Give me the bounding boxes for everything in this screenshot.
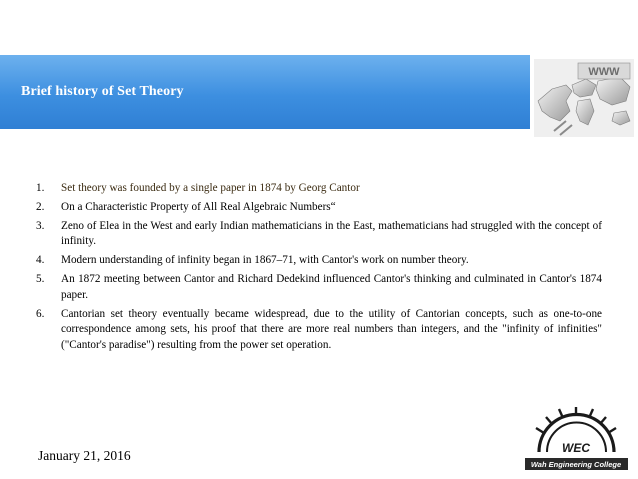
item-number: 4.: [36, 254, 45, 267]
item-text: An 1872 meeting between Cantor and Richard Dedekind influenced Cantor's thinking and culminated in Cantor's 1874 paper.: [61, 272, 602, 301]
item-text: Zeno of Elea in the West and early Indian mathematicians in the East, mathematicians had struggled with the concept of infinity.: [61, 219, 602, 248]
item-text: Modern understanding of infinity began in 1867–71, with Cantor's work on number theory.: [61, 254, 469, 267]
item-text: On a Characteristic Property of All Real Algebraic Numbers“: [61, 200, 336, 213]
list-item: [36, 272, 602, 304]
svg-text:WWW: WWW: [588, 66, 620, 78]
item-number: 6.: [36, 307, 45, 320]
list-item: [36, 181, 602, 197]
globe-www-icon: [532, 55, 636, 141]
item-text: Cantorian set theory eventually became widespread, due to the utility of Cantorian concepts, such as one-to-one correspondence among sets, his proof that there are more real numbers than integers, and the "infinity of infinities" ("Cantor's paradise") resulting from the power set operation.: [61, 307, 602, 352]
slide-date: January 21, 2016: [38, 448, 131, 463]
history-list: [36, 181, 602, 357]
item-text: Set theory was founded by a single paper in 1874 by Georg Cantor: [61, 182, 360, 194]
item-number: 2.: [36, 200, 45, 213]
item-number: 3.: [36, 219, 45, 232]
list-item: [36, 253, 602, 269]
list-item: [36, 200, 602, 216]
svg-text:WEC: WEC: [562, 441, 590, 455]
svg-text:Wah Engineering College: Wah Engineering College: [530, 460, 622, 469]
wec-logo-icon: [519, 402, 634, 477]
list-item: [36, 307, 602, 354]
item-number: 5.: [36, 272, 45, 285]
item-number: 1.: [36, 182, 45, 194]
slide-title: Brief history of Set Theory: [21, 84, 184, 99]
list-item: [36, 219, 602, 251]
www-text-logo: [578, 63, 630, 79]
